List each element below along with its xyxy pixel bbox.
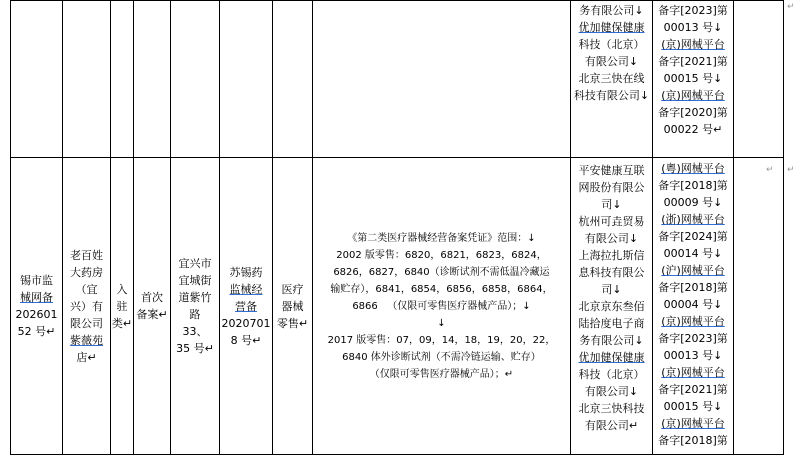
record-number-line: 202601 — [15, 308, 58, 321]
category-line: 器械 — [281, 299, 304, 313]
record-line: 00009 号↓ — [663, 196, 723, 209]
platform-line: 陆拾度电子商 — [578, 317, 645, 330]
license-line: 2020701 — [221, 316, 271, 330]
record-line: (京)网械平台 — [661, 315, 725, 328]
row1-platforms-cell — [571, 2, 652, 102]
record-line: 备字[2018]第 — [658, 281, 728, 294]
platform-line: 北京京东叁佰 — [578, 300, 645, 313]
platform-line: 司↓ — [601, 283, 622, 296]
license-line: 监械经 — [229, 282, 263, 296]
scope-line: 6866 （仅限可零售医疗器械产品）；↓ — [352, 300, 531, 312]
record-line: 备字[2021]第 — [658, 55, 728, 68]
record-line: 00013 号↓ — [663, 349, 723, 362]
scope-line: 输贮存），6841，6854，6856，6858，6864， — [330, 283, 553, 295]
table-border-bottom — [10, 454, 783, 455]
platform-line: 网股份有限公 — [578, 181, 645, 194]
entry-type-line: 入 — [116, 282, 128, 296]
record-line: (粤)网械平台 — [661, 162, 725, 175]
address-line: 宜兴市 — [178, 257, 212, 270]
entry-type-line: 驻 — [116, 299, 128, 313]
filing-type-cell — [134, 158, 170, 454]
address-line: 33、 — [182, 325, 208, 338]
cell-end-mark: ↵ — [766, 165, 774, 175]
company-line: 店↵ — [76, 350, 97, 364]
platform-line: 务有限公司↓ — [579, 334, 644, 347]
address-line: 道紫竹 — [178, 291, 212, 304]
record-line: (沪)网械平台 — [661, 264, 725, 277]
scope-line: ↓ — [437, 317, 446, 329]
record-line: 00015 号↓ — [663, 400, 723, 413]
platform-line: 北京三快科技 — [578, 402, 645, 415]
address-line: 宜城街 — [178, 274, 212, 287]
record-line: (京)网械平台 — [661, 89, 725, 102]
category-cell — [273, 158, 312, 454]
platform-line: 司↓ — [601, 198, 622, 211]
platform-line: 有限公司↵ — [584, 419, 639, 432]
license-line: 苏锡药 — [229, 265, 263, 279]
row-end-mark: ↵ — [787, 165, 795, 175]
scope-line: 2002 版零售：6820，6821，6823，6824， — [336, 249, 547, 261]
table-border-top — [10, 0, 783, 1]
record-line: 备字[2024]第 — [658, 230, 728, 243]
platform-line: 科技（北京） — [578, 368, 645, 381]
record-line: (浙)网械平台 — [661, 213, 725, 226]
record-line: 备字[2018]第 — [658, 434, 728, 447]
address-line: 35 号↵ — [176, 342, 214, 355]
record-line: 00004 号↓ — [663, 298, 723, 311]
record-line: 00013 号↓ — [663, 21, 723, 34]
record-line: (京)网械平台 — [661, 366, 725, 379]
record-line: 00015 号↓ — [663, 72, 723, 85]
col-divider — [733, 0, 734, 455]
scope-line: 《第二类医疗器械经营备案凭证》范围：↓ — [347, 232, 536, 244]
license-line: 营备 — [235, 299, 257, 313]
filing-type-line: 首次 — [141, 291, 163, 304]
platform-line: 息科技有限公 — [578, 266, 645, 279]
record-line: (京)网械平台 — [661, 38, 725, 51]
record-line: 备字[2021]第 — [658, 383, 728, 396]
company-line: 大药房 — [70, 265, 103, 279]
scope-line: 6840 体外诊断试剂（不需冷链运输、贮存） — [342, 351, 541, 363]
category-line: 零售↵ — [276, 316, 309, 330]
platform-line: 科技有限公司↓ — [573, 89, 650, 102]
entry-type-line: 类↵ — [111, 316, 133, 330]
record-number-line: 52 号↵ — [17, 325, 56, 338]
scope-line: 2017 版零售：07，09，14，18，19，20，22， — [327, 334, 556, 346]
row-end-mark: ↵ — [787, 2, 795, 12]
record-line: 00022 号↵ — [663, 123, 723, 136]
record-line: 备字[2023]第 — [658, 332, 728, 345]
platform-line: 有限公司↓ — [584, 55, 639, 68]
platform-line: 杭州可垚贸易 — [578, 215, 645, 228]
platform-line: 北京三快在线 — [578, 72, 645, 85]
record-number-cell — [11, 158, 62, 454]
platform-line: 优加健保健康 — [578, 21, 645, 34]
platforms-cell — [571, 162, 652, 452]
address-line: 路 — [189, 308, 201, 321]
record-line: 备字[2023]第 — [658, 4, 728, 17]
company-line: 兴）有 — [70, 299, 103, 313]
scope-cell — [313, 158, 570, 454]
company-line: 老百姓 — [70, 248, 103, 262]
records-cell — [653, 160, 733, 454]
filing-type-line: 备案↵ — [136, 308, 168, 321]
license-cell — [220, 158, 272, 454]
platform-line: 有限公司↓ — [584, 232, 639, 245]
scope-line: 6826，6827，6840（诊断试剂不需低温冷藏运 — [333, 266, 550, 278]
category-line: 医疗 — [281, 282, 304, 296]
platform-line: 务有限公司↓ — [579, 4, 644, 17]
company-line: 紫薇苑 — [70, 333, 103, 347]
entry-type-cell — [111, 158, 133, 454]
platform-line: 科技（北京） — [578, 38, 645, 51]
record-line: (京)网械平台 — [661, 417, 725, 430]
record-number-line: 锡市监 — [20, 274, 53, 287]
record-line: 备字[2018]第 — [658, 179, 728, 192]
row1-records-cell — [653, 2, 733, 152]
platform-line: 平安健康互联 — [578, 164, 645, 177]
record-number-line: 械网备 — [20, 291, 53, 304]
platform-line: 有限公司↓ — [584, 385, 639, 398]
platform-line: 优加健保健康 — [578, 351, 645, 364]
record-line: 00014 号↓ — [663, 247, 723, 260]
license-line: 8 号↵ — [230, 333, 262, 347]
record-line: 备字[2020]第 — [658, 106, 728, 119]
table-border-right — [783, 0, 784, 455]
platform-line: 上海拉扎斯信 — [578, 249, 645, 262]
scope-line: （仅限可零售医疗器械产品）；↵ — [369, 368, 514, 380]
company-cell — [63, 158, 110, 454]
company-line: （宜 — [75, 282, 98, 296]
company-line: 限公司 — [70, 316, 103, 330]
address-cell — [171, 158, 219, 454]
